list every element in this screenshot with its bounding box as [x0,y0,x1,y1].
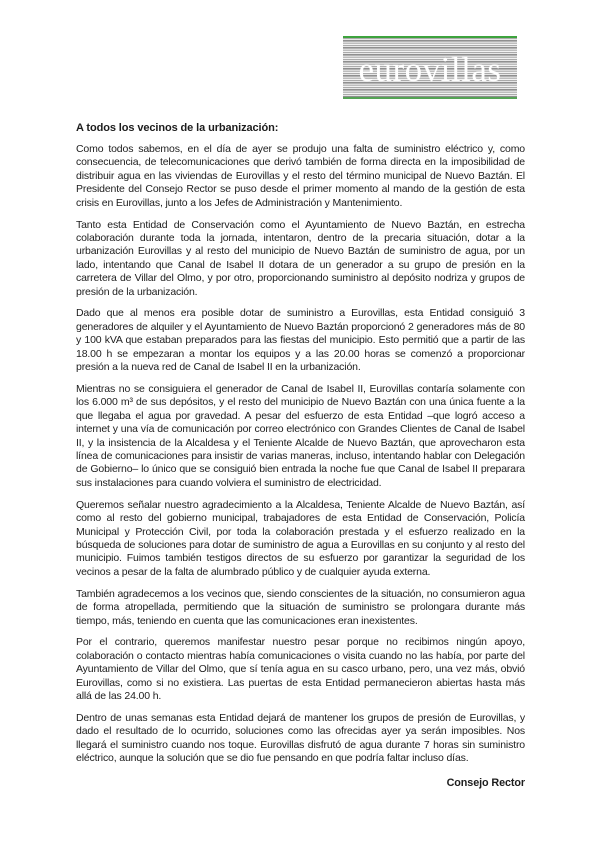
letter-body [76,122,525,789]
letter-heading: A todos los vecinos de la urbanización: [76,122,279,134]
paragraph: Como todos sabemos, en el día de ayer se produjo una falta de suministro eléctrico y, como consecuencia, de telecomunicaciones que derivó también de forma directa en la imposibilidad de distribuir agua en las viviendas de Eurovillas y el resto del término municipal de Nuevo Baztán. El Presidente del Consejo Rector se puso desde el primer momento al mando de la gestión de esta crisis en Eurovillas, junto a los Jefes de Administración y Mantenimiento. [76,143,525,209]
signature: Consejo Rector [446,776,525,789]
paragraph: Por el contrario, queremos manifestar nuestro pesar porque no recibimos ningún apoyo, colaboración o contacto mientras había comunicaciones o visita cuando no las había, por parte del Ayuntamiento de Villar del Olmo, que sí tenía agua en su casco urbano, pero, una vez más, obvió Eurovillas, como si no existiera. Las puertas de esta Entidad permanecieron abiertas hasta más allá de las 24.00 h. [76,636,525,703]
paragraph: Tanto esta Entidad de Conservación como el Ayuntamiento de Nuevo Baztán, en estrecha colaboración durante toda la jornada, intentaron, dentro de la precaria situación, dotar a la urbanización Eurovillas y al resto del municipio de Nuevo Baztán de suministro de agua, por un lado, intentando que Canal de Isabel II dotara de un generador a su grupo de presión en la carretera de Villar del Olmo, y por otro, proporcionando suministro al depósito nodriza y grupos de presión de la urbanización. [76,218,525,298]
paragraph: Dado que al menos era posible dotar de suministro a Eurovillas, esta Entidad consiguió 3 generadores de alquiler y el Ayuntamiento de Nuevo Baztán proporcionó 2 generadores más de 80 y 100 kVA que estaban preparados para las fiestas del municipio. Esto permitió que a partir de las 18.00 h se empezaran a montar los equipos y a las 20.00 horas se comenzó a proporcionar presión a la nueva red de Canal de Isabel II en la urbanización. [76,307,525,374]
eurovillas-logo [343,36,517,99]
paragraph: Queremos señalar nuestro agradecimiento a la Alcaldesa, Teniente Alcalde de Nuevo Baztán, así como al resto del gobierno municipal, trabajadores de esta Entidad de Conservación, Policía Municipal y Protección Civil, por toda la colaboración prestada y el esfuerzo realizado en la búsqueda de soluciones para dotar de suministro de agua a Eurovillas en su conjunto y al resto del municipio. Fuimos también testigos directos de su esfuerzo por garantizar la seguridad de los vecinos a pesar de la falta de alumbrado público y de cualquier ayuda externa. [76,498,525,578]
eurovillas-logo-text: eurovillas [358,49,502,89]
paragraph: Mientras no se consiguiera el generador de Canal de Isabel II, Eurovillas contaría solamente con los 6.000 m³ de sus depósitos, y el resto del municipio de Nuevo Baztán con una única fuente a la que llegaba el agua por gravedad. A pesar del esfuerzo de esta Entidad –que logró acceso a internet y una vía de comunicación por correo electrónico con Grandes Clientes de Canal de Isabel II, y la insistencia de la Alcaldesa y el Teniente Alcalde de Nuevo Baztán, que aprovecharon esta línea de comunicaciones para insistir de varias maneras, incluso, intentando hablar con Delegación de Gobierno– lo único que se consiguió bien entrada la noche fue que Canal de Isabel II preparara sus instalaciones para cuando volviera el suministro de electricidad. [76,383,525,489]
paragraph: También agradecemos a los vecinos que, siendo conscientes de la situación, no consumieron agua de forma atropellada, permitiendo que la situación de suministro se prolongara durante más tiempo, más, teniendo en cuenta que las comunicaciones eran inexistentes. [76,587,525,627]
paragraph: Dentro de unas semanas esta Entidad dejará de mantener los grupos de presión de Eurovillas, y dado el resultado de lo ocurrido, soluciones como las ofrecidas ayer ya serán imposibles. Nos llegará el suministro cuando nos toque. Eurovillas disfrutó de agua durante 7 horas sin suministro eléctrico, aunque la solución que se dio fue pensando en que podría faltar incluso días. [76,711,525,765]
